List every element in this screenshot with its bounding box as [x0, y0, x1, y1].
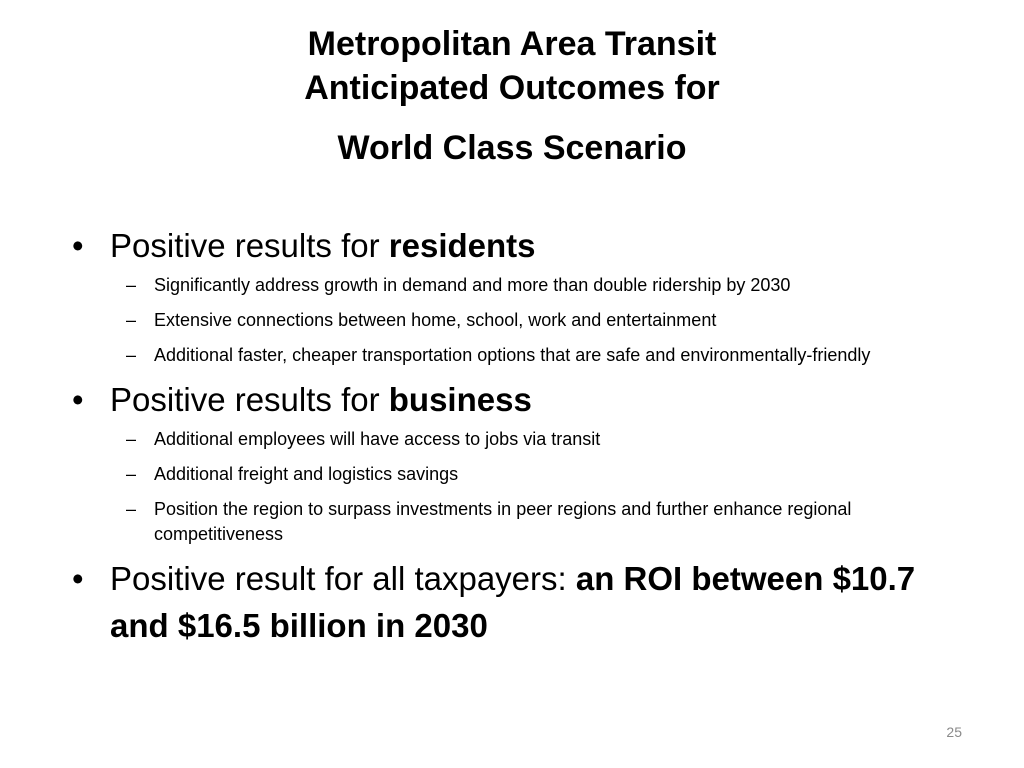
- bullet-bold-text: residents: [388, 227, 536, 264]
- bullet-taxpayers: [72, 555, 972, 649]
- slide-title: [0, 22, 1024, 170]
- slide-content: [72, 222, 972, 649]
- bullet-marker: •: [72, 227, 84, 264]
- sub-item: [72, 462, 972, 487]
- sub-item-text: Additional faster, cheaper transportation options that are safe and environmentally-friendly: [154, 345, 871, 365]
- dash-marker: –: [126, 499, 137, 519]
- sub-item: [72, 273, 972, 298]
- bullet-bold-text: an ROI between $10.7 and $16.5 billion in 2030: [110, 560, 916, 644]
- bullet-lead-text: Positive result for all taxpayers:: [110, 560, 576, 597]
- sub-item: [72, 427, 972, 452]
- title-line-3: World Class Scenario: [337, 129, 687, 167]
- dash-marker: –: [126, 464, 137, 484]
- bullet-lead-text: Positive results for: [110, 227, 389, 264]
- bullet-marker: •: [72, 381, 84, 418]
- sub-item-text: Significantly address growth in demand and more than double ridership by 2030: [154, 275, 791, 295]
- sub-item-text: Position the region to surpass investments in peer regions and further enhance regional competitiveness: [154, 499, 852, 544]
- dash-marker: –: [126, 345, 137, 365]
- bullet-bold-text: business: [388, 381, 532, 418]
- sub-item: [72, 343, 972, 368]
- bullet-business: [72, 376, 972, 423]
- sub-item: [72, 308, 972, 333]
- dash-marker: –: [126, 310, 137, 330]
- bullet-lead-text: Positive results for: [110, 381, 389, 418]
- dash-marker: –: [126, 429, 137, 449]
- business-subitems: [72, 427, 972, 547]
- dash-marker: –: [126, 275, 137, 295]
- bullet-residents: [72, 222, 972, 269]
- page-number: 25: [946, 724, 962, 740]
- sub-item: [72, 497, 972, 547]
- residents-subitems: [72, 273, 972, 368]
- sub-item-text: Extensive connections between home, school, work and entertainment: [154, 310, 717, 330]
- sub-item-text: Additional employees will have access to jobs via transit: [154, 429, 601, 449]
- title-line-1: Metropolitan Area Transit: [307, 25, 717, 63]
- bullet-marker: •: [72, 560, 84, 597]
- sub-item-text: Additional freight and logistics savings: [154, 464, 459, 484]
- title-line-2: Anticipated Outcomes for: [304, 69, 720, 107]
